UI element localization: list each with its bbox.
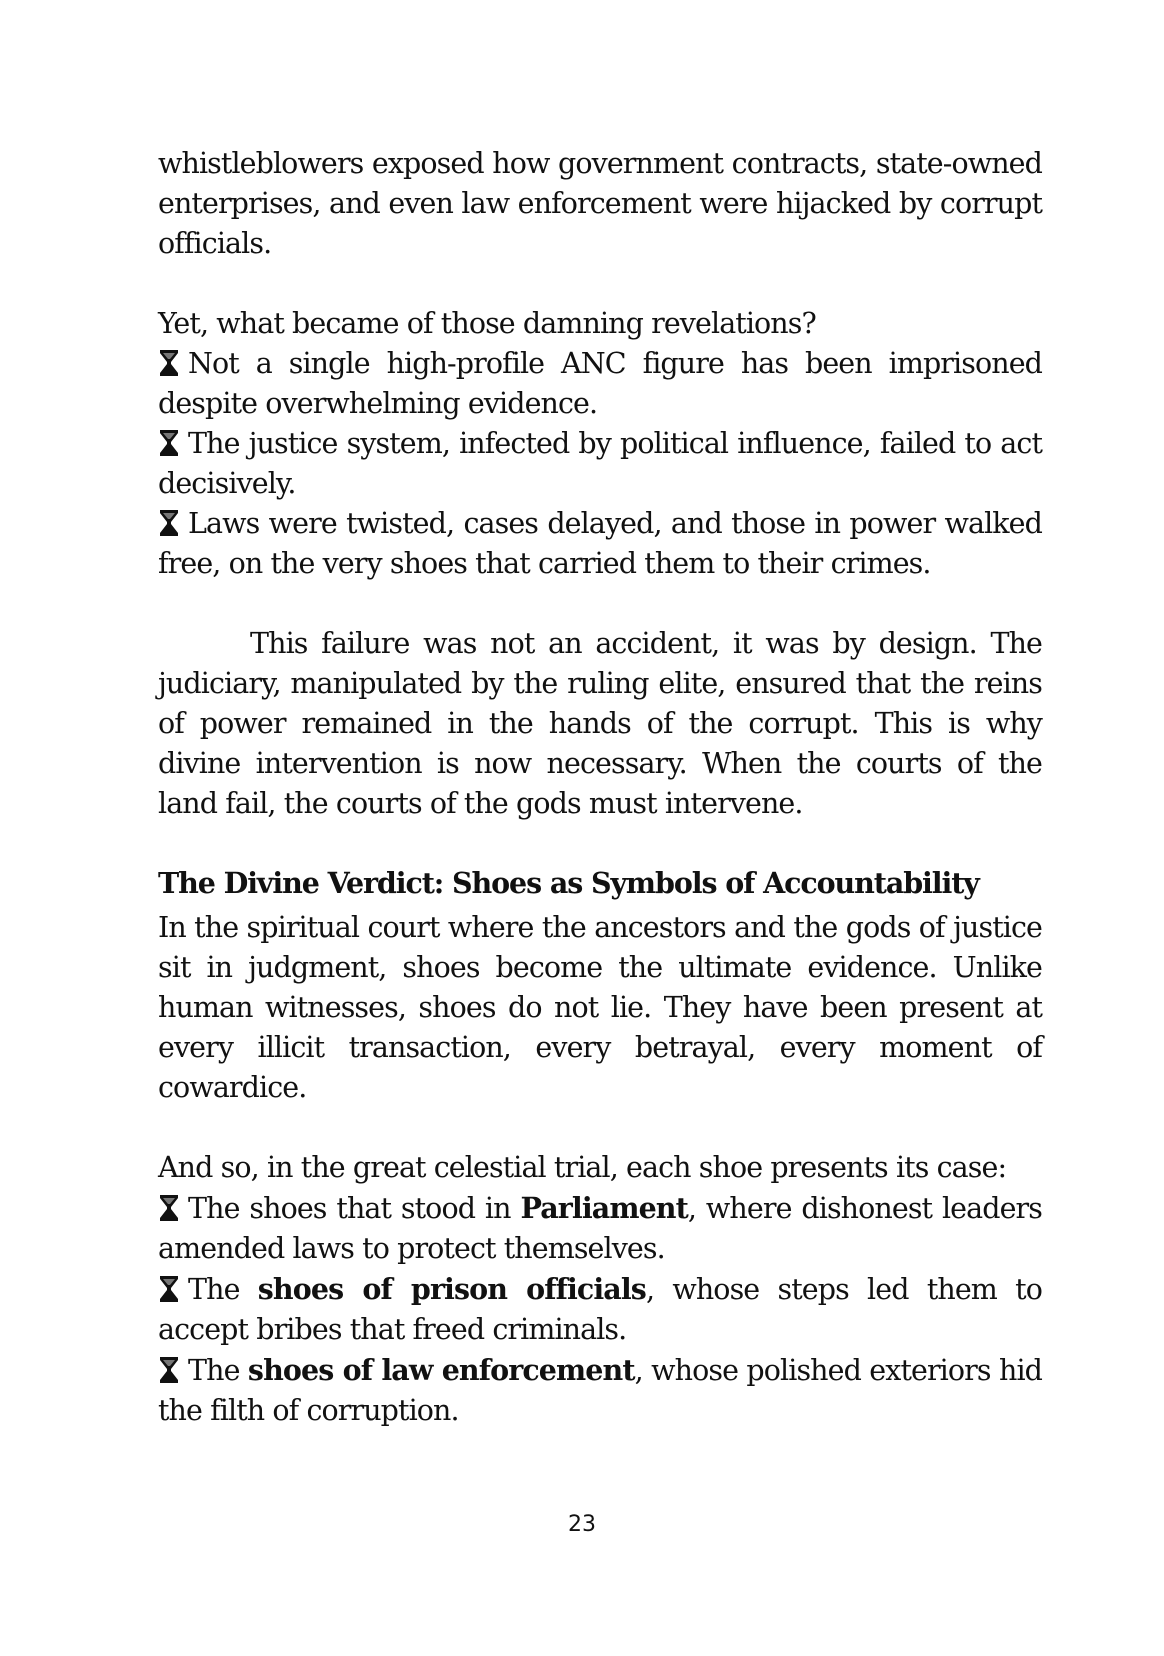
paragraph-whistleblowers: whistleblowers exposed how government contracts, state-owned enterprises, and even law enforcement were hijacked by corrupt officials. (158, 147, 1042, 260)
bullet-item (158, 1350, 1042, 1431)
hourglass-icon (158, 1356, 180, 1384)
hourglass-icon (158, 429, 180, 457)
bullet-item (158, 504, 1042, 584)
bullet-text-before: The (188, 1354, 248, 1387)
page-content (158, 144, 1042, 1431)
paragraph-failure-by-design: This failure was not an accident, it was by design. The judiciary, manipulated by the ruling elite, ensured that the reins of power remained in the hands of the corrupt. This is why divine intervention is now necessary. When the courts of the land fail, the courts of the gods must intervene. (158, 627, 1042, 820)
bullet-item (158, 424, 1042, 504)
bullet-text-after: , whose polished exteriors hid the filth of corruption. (158, 1354, 1043, 1427)
paragraph-revelations-question: Yet, what became of those damning revelations? (158, 307, 816, 340)
bullet-bold-term: Parliament (520, 1191, 688, 1225)
bullet-item (158, 1188, 1042, 1269)
hourglass-icon (158, 1194, 180, 1222)
paragraph-celestial-trial: And so, in the great celestial trial, each shoe presents its case: (158, 1151, 1007, 1184)
hourglass-icon (158, 349, 180, 377)
paragraph-spiritual-court: In the spiritual court where the ancestors and the gods of justice sit in judgment, shoes become the ultimate evidence. Unlike human witnesses, shoes do not lie. They have been present at every illicit transaction, every betrayal, every moment of cowardice. (158, 911, 1042, 1104)
bullet-text-before: The shoes that stood in (188, 1192, 521, 1225)
bullet-item (158, 344, 1042, 424)
bullet-text-after: , where dishonest leaders amended laws to protect themselves. (158, 1192, 1042, 1265)
bullet-bold-term: shoes of prison officials (257, 1272, 646, 1306)
bullet-text: Not a single high-profile ANC figure has been imprisoned despite overwhelming evidence. (158, 347, 1042, 420)
bullet-bold-term: shoes of law enforcement (247, 1353, 635, 1387)
hourglass-icon (158, 1275, 180, 1303)
bullet-text: The justice system, infected by political influence, failed to act decisively. (158, 427, 1042, 500)
bullet-text-after: , whose steps led them to accept bribes that freed criminals. (158, 1273, 1042, 1346)
bullet-text: Laws were twisted, cases delayed, and those in power walked free, on the very shoes that carried them to their crimes. (158, 507, 1042, 580)
hourglass-icon (158, 509, 180, 537)
page-number: 23 (568, 1512, 596, 1537)
section-heading: The Divine Verdict: Shoes as Symbols of Accountability (158, 866, 979, 900)
bullet-item (158, 1269, 1042, 1350)
bullet-text-before: The (188, 1273, 258, 1306)
